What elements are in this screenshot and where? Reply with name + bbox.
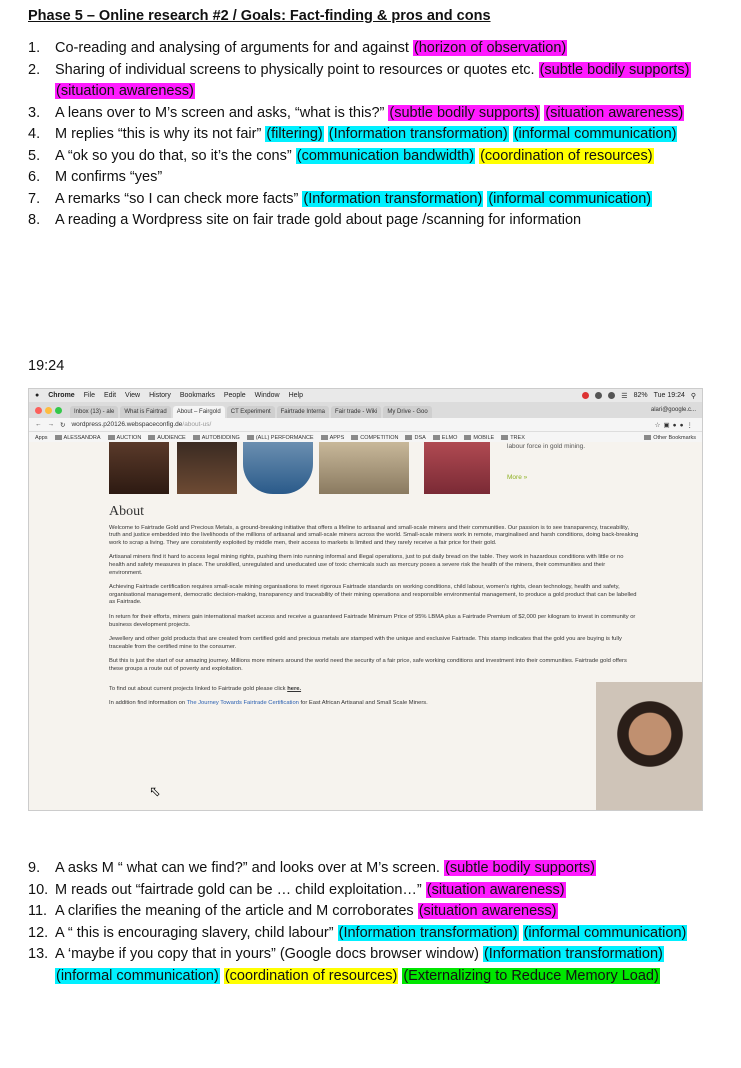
webcam-overlay [596, 682, 703, 811]
code-tag: (Information transformation) [483, 946, 663, 962]
menu-item-history: History [149, 392, 171, 399]
bookmark-folder: ELMO [433, 435, 458, 441]
document-body [28, 8, 718, 232]
timestamp: 19:24 [28, 358, 65, 374]
browser-tab: Fairtrade Interna [277, 406, 329, 418]
code-tag: (coordination of resources) [224, 967, 398, 984]
observation-item [28, 146, 718, 168]
code-tag: (communication bandwidth) [296, 147, 475, 164]
url-text: wordpress.p20126.webspaceconfig.de/about-us/ [71, 421, 212, 428]
observation-item [28, 60, 718, 103]
menu-item-view: View [125, 392, 141, 399]
item-text: A ‘maybe if you copy that in yours” (Google docs browser window) [55, 946, 483, 962]
browser-tab: My Drive - Goo [383, 406, 431, 418]
code-tag: (subtle bodily supports) [539, 61, 690, 78]
observation-item [28, 189, 718, 211]
menu-item-help: Help [288, 392, 303, 399]
browser-tab: Fair trade - Wiki [331, 406, 381, 418]
maximize-window-icon [55, 407, 62, 414]
bookmark-folder: AUCTION [108, 435, 142, 441]
observation-item [28, 880, 718, 902]
document-body-continued [28, 858, 718, 987]
miner-photo [109, 442, 169, 494]
article-paragraph: But this is just the start of our amazing journey. Millions more miners around the world need the security of a fair price, safe working conditions and investment into their communities. Fairtrade gold offers these groups a route out of poverty and exploitation. [109, 658, 627, 672]
item-number: 1. [28, 40, 41, 56]
about-article [109, 504, 639, 715]
bookmark-folder: COMPETITION [351, 435, 398, 441]
other-bookmarks: Other Bookmarks [644, 435, 696, 441]
observation-item [28, 167, 718, 189]
code-tag: (situation awareness) [545, 104, 684, 121]
browser-tab: CT Experiment [227, 406, 275, 418]
bookmark-folder: AUDIENCE [148, 435, 185, 441]
item-number: 6. [28, 169, 41, 185]
bookmark-folder: APPS [321, 435, 345, 441]
bookmark-folder: AUTOBIDDING [193, 435, 240, 441]
menu-clock: Tue 19:24 [653, 392, 685, 399]
item-text: A reading a Wordpress site on fair trade gold about page /scanning for information [55, 212, 582, 228]
observation-list-top [28, 38, 718, 232]
apple-icon: ● [35, 392, 40, 399]
bookmark-folder: TREX [501, 435, 525, 441]
miner-photo [177, 442, 237, 494]
menu-item-people: People [223, 392, 246, 399]
code-tag: (informal communication) [56, 967, 219, 984]
code-tag: (Information transformation) [338, 924, 518, 941]
bookmark-apps: Apps [35, 434, 48, 441]
item-text: A asks M “ what can we find?” and looks over at M’s screen. [55, 860, 444, 876]
wifi-icon: ☰ [621, 392, 628, 400]
code-tag: (situation awareness) [56, 83, 194, 99]
code-tag: (Information transformation) [328, 126, 508, 142]
status-icon [608, 392, 615, 399]
item-text: Co-reading and analysing of arguments for and against [55, 40, 413, 56]
mac-menu-bar [29, 389, 702, 402]
status-icon [582, 392, 589, 399]
menu-item-window: Window [254, 392, 280, 399]
extension-icons: ☆▣●●⋮ [654, 421, 696, 429]
observation-item [28, 923, 718, 945]
here-link: here. [287, 685, 302, 692]
account-label: alari@google.c... [650, 407, 696, 413]
about-title: About [109, 504, 144, 519]
article-paragraph: In return for their efforts, miners gain international market access and receive a guaranteed Fairtrade Minimum Price of 95% LBMA plus a Fairtrade Premium of $2,000 per kilogram to invest in community or business development projects. [109, 613, 636, 628]
phase-heading: Phase 5 – Online research #2 / Goals: Fact-finding & pros and cons [28, 8, 491, 24]
code-tag: (situation awareness) [426, 881, 565, 898]
child-miner-photo [424, 442, 490, 494]
observation-item [28, 124, 718, 146]
item-number: 10. [28, 881, 49, 898]
embedded-screenshot [28, 388, 703, 811]
web-page [29, 442, 703, 811]
menu-item-bookmarks: Bookmarks [179, 392, 215, 399]
reload-icon: ↻ [60, 421, 66, 429]
code-tag: (subtle bodily supports) [389, 104, 540, 121]
item-number: 9. [28, 860, 41, 876]
observation-item [28, 858, 718, 880]
item-number: 7. [28, 190, 41, 207]
item-text: M confirms “yes” [55, 169, 163, 185]
observation-item [28, 210, 718, 232]
code-tag: (informal communication) [523, 924, 687, 941]
code-tag: (informal communication) [513, 126, 677, 142]
search-icon: ⚲ [690, 392, 696, 400]
close-window-icon [35, 407, 42, 414]
observation-list-bottom [28, 858, 718, 987]
miner-photo [319, 442, 409, 494]
bookmark-folder: DSA [405, 435, 425, 441]
browser-tab: Inbox (13) - ale [70, 406, 118, 418]
status-icon [595, 392, 602, 399]
code-tag: (filtering) [266, 126, 323, 142]
sidebar-text: labour force in gold mining. [507, 443, 586, 450]
projects-line: To find out about current projects linked to Fairtrade gold please click here. [109, 685, 302, 692]
browser-tab-strip [29, 402, 702, 418]
item-number: 11. [28, 903, 48, 919]
more-link: More » [507, 474, 528, 481]
item-number: 4. [28, 126, 41, 142]
item-number: 3. [28, 104, 41, 121]
article-paragraph: Jewellery and other gold products that are created from certified gold and precious metals are stamped with the unique and exclusive Fairtrade. This stamp indicates that the gold you are buying is fully traceable from the certified mine to the consumer. [109, 636, 622, 650]
code-tag: (informal communication) [488, 190, 652, 207]
code-tag: (Externalizing to Reduce Memory Load) [403, 967, 659, 984]
observation-item [28, 38, 718, 60]
code-tag: (horizon of observation) [413, 40, 567, 56]
browser-tab-active: About – Fairgold [173, 406, 225, 418]
item-text: A “ this is encouraging slavery, child labour” [55, 924, 338, 941]
menu-item-file: File [83, 392, 95, 399]
code-tag: (subtle bodily supports) [445, 860, 595, 876]
bookmark-folder: ALESSANDRA [55, 435, 101, 441]
back-icon: ← [35, 421, 42, 428]
bookmark-folder: (ALL) PERFORMANCE [247, 435, 314, 441]
item-text: M replies “this is why its not fair” [55, 126, 266, 142]
observation-item [28, 901, 718, 923]
item-text: Sharing of individual screens to physically point to resources or quotes etc. [55, 61, 539, 78]
item-number: 8. [28, 212, 41, 228]
observation-item [28, 944, 718, 987]
window-controls [35, 402, 62, 418]
item-text: M reads out “fairtrade gold can be … child exploitation…” [55, 881, 426, 898]
gold-pan-photo [243, 442, 313, 494]
article-paragraph: Achieving Fairtrade certification requires small-scale mining organisations to meet rigorous Fairtrade standards on working conditions, child labour, women’s rights, clean technology, health and safety, organisational management, democratic decision-making, transparency and traceability of their mining operations and responsible environmental management, to produce a gold product that can be labelled as Fairtrade. [109, 584, 637, 606]
journey-line: In addition find information on The Journey Towards Fairtrade Certification for East African Artisanal and Small Scale Miners. [109, 700, 428, 707]
browser-tab: What is Fairtrad [120, 406, 170, 418]
item-number: 2. [28, 61, 41, 78]
journey-link: The Journey Towards Fairtrade Certification [186, 700, 299, 707]
item-text: A remarks “so I can check more facts” [55, 190, 303, 207]
item-text [519, 925, 523, 941]
address-bar [29, 418, 702, 432]
code-tag: (coordination of resources) [480, 147, 653, 164]
item-number: 12. [28, 924, 49, 941]
article-paragraph: Welcome to Fairtrade Gold and Precious Metals, a ground-breaking initiative that offers a lifeline to artisanal and small-scale miners and their communities. Our passion is to see transparency, traceability, truth and justice embedded into the livelihoods of the millions of artisanal and small-scale miners across the world. Small-scale miners work in remote, marginalised and harsh conditions, doing back-breaking work to scrap a living. They are consistently exploited by middle men, their access to markets is limited and they rarely receive a fair price for their gold. [109, 524, 639, 546]
observation-item [28, 103, 718, 125]
menu-item-edit: Edit [103, 392, 117, 399]
item-text: A “ok so you do that, so it’s the cons” [55, 147, 296, 164]
code-tag: (Information transformation) [303, 190, 483, 207]
item-number: 13. [28, 946, 49, 962]
mouse-cursor-icon: ⬁ [149, 783, 161, 799]
item-text: A leans over to M’s screen and asks, “what is this?” [55, 104, 389, 121]
code-tag: (situation awareness) [418, 903, 557, 919]
menu-item-app: Chrome [48, 392, 75, 399]
article-paragraph: Artisanal miners find it hard to access legal mining rights, pushing them into running informal and illegal operations, just to put daily bread on the table. They work in hazardous conditions with little or no health and safety measures in place. The unskilled, unregulated and uneducated use of toxic chemicals such as mercury poses a severe risk the health of the miners, their communities and their environment. [109, 554, 624, 576]
battery-level: 82% [633, 392, 648, 399]
item-number: 5. [28, 147, 41, 164]
forward-icon: → [47, 421, 54, 428]
item-text: A clarifies the meaning of the article and M corroborates [55, 903, 418, 919]
bookmark-folder: MOBILE [464, 435, 494, 441]
minimize-window-icon [45, 407, 52, 414]
